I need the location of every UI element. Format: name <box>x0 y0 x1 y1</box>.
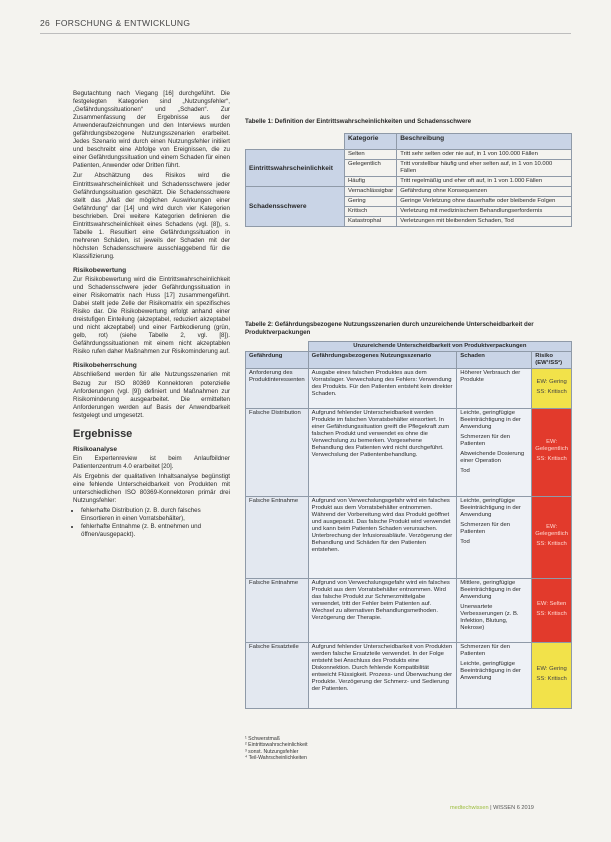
risk-ew: EW: Gelegentlich <box>535 439 568 452</box>
corner-cell <box>246 134 345 150</box>
risk-ss: SS: Kritisch <box>536 388 567 395</box>
risk-cell <box>532 643 572 709</box>
category-cell: Vernachlässigbar <box>345 187 397 197</box>
hazard-cell: Falsche Entnahme <box>246 497 309 579</box>
harm-item: Leichte, geringfügige Beeinträchtigung in der Anwendung <box>460 498 521 518</box>
category-cell: Kritisch <box>345 207 397 217</box>
scenario-cell: Ausgabe eines falschen Produktes aus dem Vorratslager. Verwechslung des Fehlers: Verwendung des Produkts. Für den Patienten entsteht kein direkter Schaden. <box>308 369 457 409</box>
description-cell: Gefährdung ohne Konsequenzen <box>397 187 572 197</box>
risk-cell <box>532 497 572 579</box>
footnote: ³ sonst. Nutzungsfehler <box>245 748 299 755</box>
heading-risk-evaluation: Risikobewertung <box>73 266 127 274</box>
table-footnotes <box>245 736 308 762</box>
description-cell: Tritt vorstellbar häufig und eher selten auf, in 1 von 10.000 Fällen <box>397 160 572 177</box>
harm-item: Schmerzen für den Patienten <box>460 522 511 535</box>
risk-ss: SS: Kritisch <box>536 675 567 682</box>
category-cell: Selten <box>345 150 397 160</box>
hazard-cell: Falsche Distribution <box>246 409 309 497</box>
harm-cell <box>457 643 532 709</box>
issue-label: WISSEN 6 2019 <box>493 805 534 811</box>
page-header <box>40 18 190 28</box>
header-divider <box>40 33 571 34</box>
super-header: Unzureichende Unterscheidbarkeit von Produktverpackungen <box>308 342 571 352</box>
risk-ss: SS: Kritisch <box>536 610 567 617</box>
risk-ew: EW: Gering <box>536 665 567 672</box>
risk-ss: SS: Kritisch <box>536 456 567 462</box>
scenario-cell: Aufgrund von Verwechslungsgefahr wird ein falsches Produkt aus dem Vorratsbehälter entnommen. Während der Vorbereitung wird das Produkt geöffnet und ausgepackt. Das falsche Produkt wird verwendet und kann beim Patienten Schaden verursachen. Unterbrechung der Infusionsabläufe. Verzögerung der Behandlung und Schäden für den Patienten entstehen. <box>308 497 457 579</box>
scenario-cell: Aufgrund fehlender Unterscheidbarkeit von Produkten werden falsche Ersatzteile verwendet. In der Folge entsteht bei Anschluss des Produkts eine Diskonnektion. Durch fehlende Kompatibilität entweicht Flüssigkeit. Prozess- und Überwachung der Produkte. Verzögerung der Schmerz- und Sedierung der Patienten. <box>308 643 457 709</box>
page-footer: medtechwissen | WISSEN 6 2019 <box>450 805 534 811</box>
risk-cell <box>532 409 572 497</box>
col-header: Schaden <box>457 352 532 369</box>
risk-estimation-paragraph: Zur Abschätzung des Risikos wird die Eintrittswahrscheinlichkeit und Schadensschwere jeder Gefährdungssituation geschätzt. Die Schadensschwere stellt das „Maß der möglichen Auswirkungen einer Gefährdung“ dar [14] und wird durch vier Kategorien beschrieben. Drei weitere Kategorien definieren die Eintrittswahrscheinlichkeit eines Schadens (vgl. [8]), s. Tabelle 1. Resultiert eine Gefährdungssituation in mehreren Schäden, ist jeweils der Schaden mit der höchsten Schadensschwere ausschlaggebend für die Klassifizierung. <box>73 172 230 260</box>
page-number: 26 <box>40 18 51 28</box>
table2-caption: Tabelle 2: Gefährdungsbezogene Nutzungsszenarien durch unzureichende Unterscheidbarkeit der Produktverpackungen <box>245 321 534 336</box>
col-header: Gefährdungsbezogenes Nutzungsszenario <box>308 352 457 369</box>
harm-item: Höherer Verbrauch der Produkte <box>460 370 521 383</box>
intro-paragraph: Begutachtung nach Viegang [16] durchgeführt. Die festgelegten Kategorien sind „Nutzungsfehler“, „Gefährdungssituationen“ und „Schaden“. Zur Zusammenfassung der Ergebnisse aus der Anwenderaufzeichnungen und den Interviews wurden gefährdungsbezogene Nutzungsszenarien erarbeitet. Jedes Szenario wird durch einen Nutzungsfehler initiiert und beschreibt eine Abfolge von Ereignissen, die zu einer Gefährdungssituation und einem Schaden für einen Patienten, Anwender oder Dritten führt. <box>73 90 230 170</box>
risk-cell <box>532 369 572 409</box>
description-cell: Verletzungen mit bleibendem Schaden, Tod <box>397 217 572 227</box>
review-paragraph: Ein Expertenreview ist beim Anlaufbildner Patientenzentrum 4.0 erarbeitet [20]. <box>73 454 230 470</box>
harm-item: Tod <box>460 539 470 545</box>
heading-risk-control: Risikobeherrschung <box>73 362 137 370</box>
hazard-cell: Anforderung des Produktinteressenten <box>246 369 309 409</box>
harm-item: Mittlere, geringfügige Beeinträchtigung in der Anwendung <box>460 580 521 600</box>
table1-caption: Tabelle 1: Definition der Eintrittswahrscheinlichkeiten und Schadensschwere <box>245 118 472 125</box>
scenario-cell: Aufgrund fehlender Unterscheidbarkeit werden Produkte im falschen Vorratsbehälter einsortiert. In einer Gefährdungssituation greift die Pflegekraft zum falschen Produkt und verwendet es ohne die Verwechslung zu bemerken. Vorgesehene Behandlung des Patienten wird nicht durchgeführt. Verwechslung der Patientenbehandlung. <box>308 409 457 497</box>
harm-item: Leichte, geringfügige Beeinträchtigung in der Anwendung <box>460 410 521 430</box>
scenario-cell: Aufgrund von Verwechslungsgefahr wird ein falsches Produkt aus dem Vorratsbehälter entnommen. Wird das falsche Produkt zur Schmerzmittelgabe verwendet, tritt der Fehler beim Patienten auf. Wechsel zu alternativen Behandlungsmethoden. Verzögerung der Therapie. <box>308 579 457 643</box>
hazard-cell: Falsche Entnahme <box>246 579 309 643</box>
description-cell: Geringe Verletzung ohne dauerhafte oder bleibende Folgen <box>397 197 572 207</box>
col-header: Risiko (EW¹/SS²) <box>532 352 572 369</box>
harm-item: Abweichende Dosierung einer Operation <box>460 451 525 464</box>
harm-cell <box>457 409 532 497</box>
harm-item: Schmerzen für den Patienten <box>460 434 511 447</box>
footnote: ⁴ Teil-Wahrscheinlichkeiten <box>245 755 307 762</box>
scenario-table <box>245 341 572 709</box>
heading-results: Ergebnisse <box>73 427 133 440</box>
risk-control-paragraph: Abschließend werden für alle Nutzungsszenarien mit Bezug zur ISO 80369 Konnektoren potenzielle Anforderungen (vgl. [9]) definiert und Maßnahmen zur Risikominderung ausgearbeitet. Die ermittelten Anforderungen werden auf Basis der Anwendbarkeit festgelegt und umgesetzt. <box>73 371 230 419</box>
harm-cell <box>457 497 532 579</box>
footnote: ¹ Schwerstmaß <box>245 736 280 742</box>
heading-risk-analysis: Risikoanalyse <box>73 445 117 453</box>
risk-ew: EW: Gering <box>536 378 567 385</box>
hazard-cell: Falsche Ersatzteile <box>246 643 309 709</box>
category-cell: Gelegentlich <box>345 160 397 177</box>
error-list <box>73 507 230 539</box>
risk-ew: EW: Selten <box>536 600 567 607</box>
harm-item: Schmerzen für den Patienten <box>460 644 511 657</box>
risk-evaluation-paragraph: Zur Risikobewertung wird die Eintrittswahrscheinlichkeit und Schadensschwere jeder Gefährdungssituation in einer Risikomatrix nach Huss [17] zusammengeführt. Dabei stellt jede Zelle der Risikomatrix ein spezifisches Risiko dar. Die Risikobewertung erfolgt anhand einer dreistufigen Einteilung (akzeptabel, reduziert akzeptabel und nicht akzeptabel) und einer Farbkodierung (grün, gelb, rot) (siehe Tabelle 2, vgl. [8]). Gefährdungssituationen mit einem nicht akzeptablen Risiko rufen daher Maßnahmen zur Risikominderung auf. <box>73 275 230 356</box>
col-header: Kategorie <box>345 134 397 150</box>
definition-table <box>245 133 572 227</box>
category-cell: Häufig <box>345 177 397 187</box>
analysis-paragraph: Als Ergebnis der qualitativen Inhaltsanalyse begünstigt eine fehlende Unterscheidbarkeit von Produkten mit unterschiedlichen ISO 80369-Konnektoren primär drei Nutzungsfehler: <box>73 472 230 504</box>
description-cell: Tritt regelmäßig und eher oft auf, in 1 von 1.000 Fällen <box>397 177 572 187</box>
brand-logo: medtechwissen <box>450 805 489 811</box>
description-cell: Tritt sehr selten oder nie auf, in 1 von 100.000 Fällen <box>397 150 572 160</box>
category-cell: Katastrophal <box>345 217 397 227</box>
corner-cell <box>246 342 309 352</box>
risk-ss: SS: Kritisch <box>536 541 567 547</box>
footnote: ² Eintrittswahrscheinlichkeit <box>245 742 308 749</box>
group-label: Eintrittswahrscheinlichkeit <box>246 150 345 187</box>
group-label: Schadensschwere <box>246 187 345 227</box>
harm-cell <box>457 579 532 643</box>
harm-item: Unerwartete Verbesserungen (z. B. Infektion, Blutung, Nekrose) <box>460 604 519 631</box>
col-header: Beschreibung <box>397 134 572 150</box>
harm-item: Leichte, geringfügige Beeinträchtigung in der Anwendung <box>460 661 521 681</box>
risk-ew: EW: Gelegentlich <box>535 524 568 537</box>
category-cell: Gering <box>345 197 397 207</box>
list-item: • fehlerhafte Entnahme (z. B. entnehmen und öffnen/ausgepackt). <box>81 523 230 539</box>
risk-cell <box>532 579 572 643</box>
left-column <box>73 90 230 539</box>
section-title: FORSCHUNG & ENTWICKLUNG <box>55 18 191 28</box>
harm-item: Tod <box>460 468 470 474</box>
harm-cell <box>457 369 532 409</box>
col-header: Gefährdung <box>246 352 309 369</box>
list-item: • fehlerhafte Distribution (z. B. durch falsches Einsortieren in einen Vorratsbehälter), <box>81 507 230 523</box>
description-cell: Verletzung mit medizinischem Behandlungserfordernis <box>397 207 572 217</box>
